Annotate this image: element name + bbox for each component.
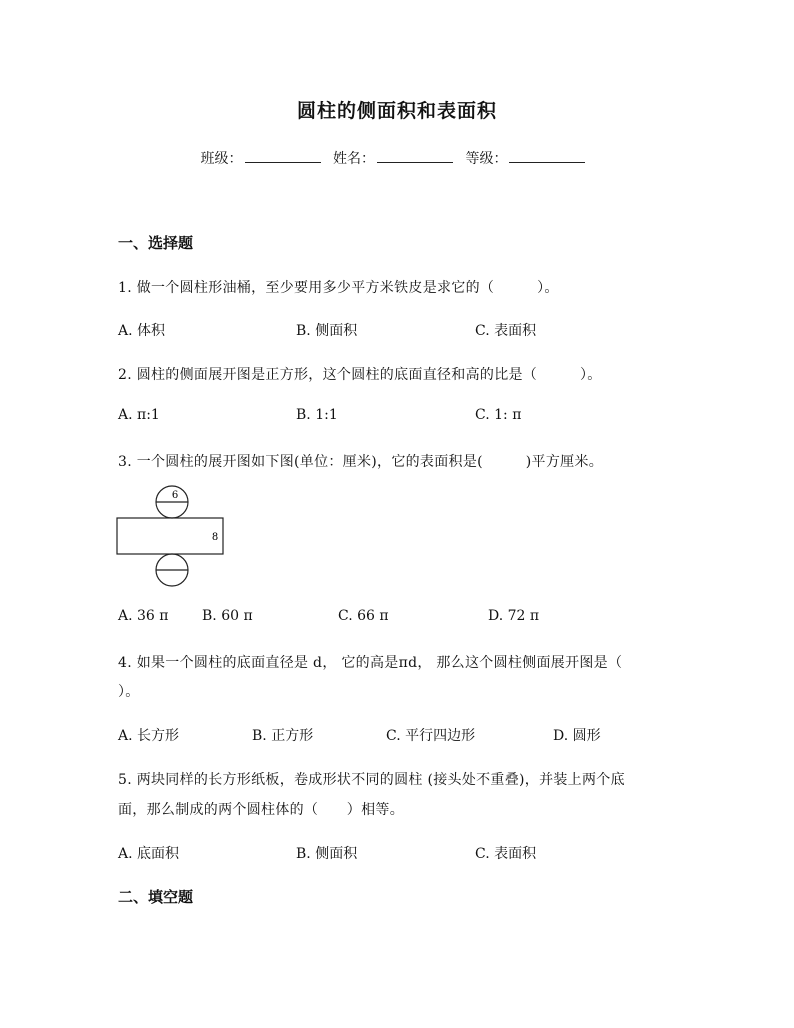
question-1: 1. 做一个圆柱形油桶，至少要用多少平方米铁皮是求它的（ ）。 [118, 280, 559, 296]
q1-option-c[interactable]: C. 表面积 [475, 323, 537, 339]
question-5-line2: 面，那么制成的两个圆柱体的（ ）相等。 [118, 802, 404, 818]
name-blank[interactable] [377, 149, 453, 163]
q2-option-a[interactable]: A. π:1 [118, 407, 160, 423]
q4-option-a[interactable]: A. 长方形 [118, 728, 180, 744]
question-3: 3. 一个圆柱的展开图如下图(单位：厘米)，它的表面积是( )平方厘米。 [118, 454, 604, 470]
class-label: 班级： [200, 151, 243, 167]
section-heading-choice: 一、选择题 [118, 234, 194, 252]
question-2: 2. 圆柱的侧面展开图是正方形，这个圆柱的底面直径和高的比是（ ）。 [118, 367, 602, 383]
q2-option-c[interactable]: C. 1: π [475, 407, 522, 423]
grade-label: 等级： [465, 151, 508, 167]
q2-option-b[interactable]: B. 1:1 [296, 407, 338, 423]
q1-option-a[interactable]: A. 体积 [118, 323, 166, 339]
net-diameter-label: 6 [171, 490, 179, 501]
q4-option-c[interactable]: C. 平行四边形 [386, 728, 476, 744]
question-4-line1: 4. 如果一个圆柱的底面直径是 d， 它的高是πd， 那么这个圆柱侧面展开图是（ [118, 655, 623, 671]
student-info-line [0, 148, 794, 168]
grade-blank[interactable] [509, 149, 585, 163]
q3-option-c[interactable]: C. 66 π [338, 608, 389, 624]
net-lateral-rectangle [117, 518, 223, 554]
net-height-label: 8 [211, 532, 219, 543]
q5-option-c[interactable]: C. 表面积 [475, 846, 537, 862]
section-heading-fill-blank: 二、填空题 [118, 888, 194, 906]
question-5-line1: 5. 两块同样的长方形纸板，卷成形状不同的圆柱 (接头处不重叠)，并装上两个底 [118, 772, 625, 788]
page-title: 圆柱的侧面积和表面积 [296, 100, 497, 122]
q5-option-b[interactable]: B. 侧面积 [296, 846, 358, 862]
q5-option-a[interactable]: A. 底面积 [118, 846, 180, 862]
q3-option-b[interactable]: B. 60 π [202, 608, 253, 624]
question-4-line2: ）。 [118, 684, 140, 700]
class-blank[interactable] [245, 149, 321, 163]
cylinder-net-figure [112, 482, 228, 590]
name-label: 姓名： [333, 151, 375, 167]
q1-option-b[interactable]: B. 侧面积 [296, 323, 358, 339]
q4-option-b[interactable]: B. 正方形 [252, 728, 314, 744]
q3-option-d[interactable]: D. 72 π [488, 608, 540, 624]
q3-option-a[interactable]: A. 36 π [118, 608, 169, 624]
q4-option-d[interactable]: D. 圆形 [553, 728, 601, 744]
